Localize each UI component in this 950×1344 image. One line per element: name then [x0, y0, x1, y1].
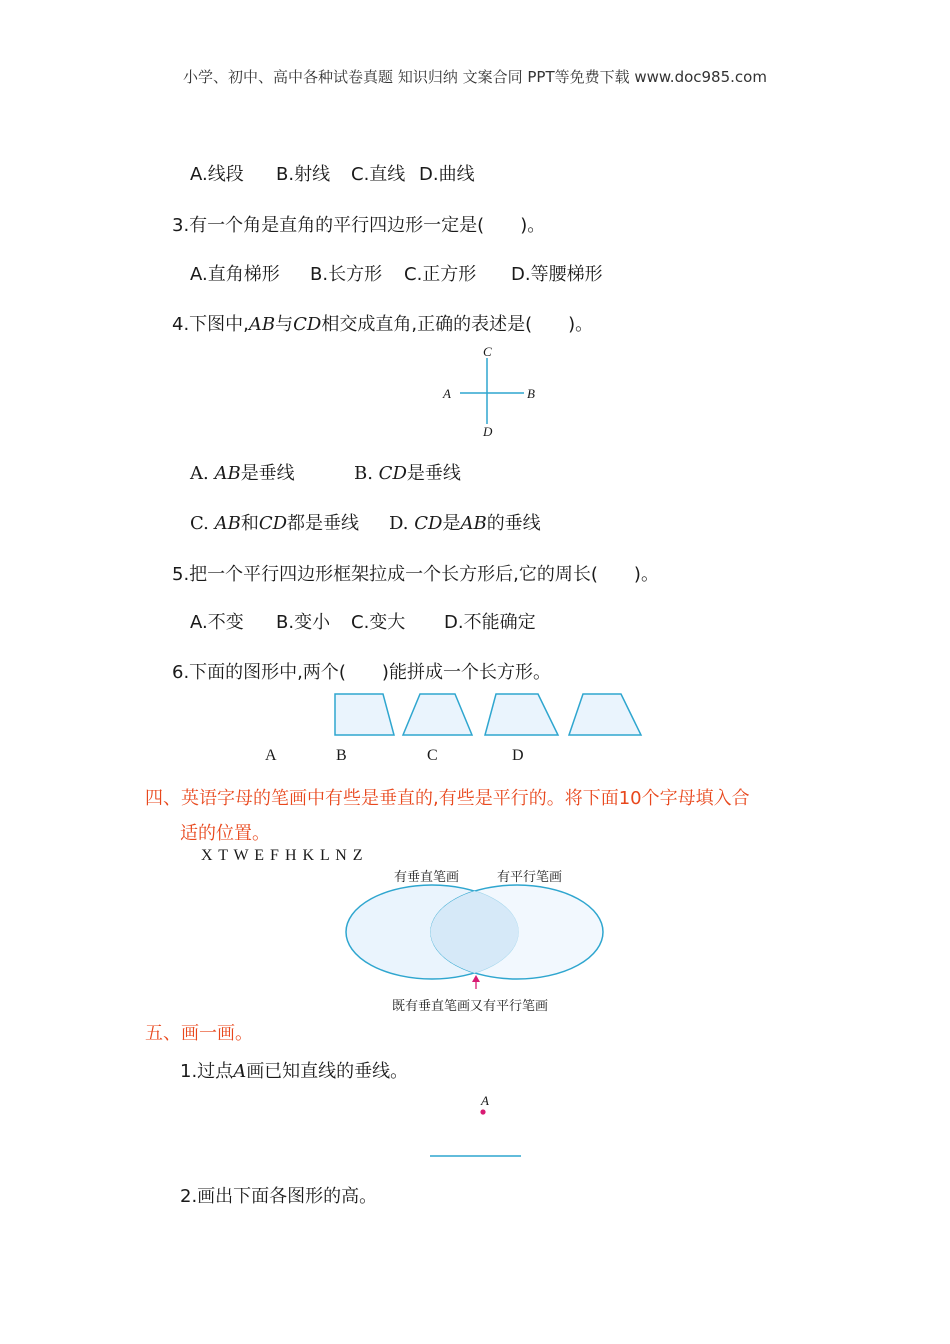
q4-option-c: C. AB和CD都是垂线 [190, 513, 360, 534]
q4-option-b: B. CD是垂线 [354, 463, 461, 484]
q3-option-c: C.正方形 [404, 264, 477, 285]
venn-right-label: 有平行笔画 [497, 870, 563, 885]
venn-diagram [340, 878, 610, 990]
q4-var-cd: CD [293, 314, 322, 335]
q4-prefix: 4.下图中, [172, 314, 249, 335]
letters-list: X T W E F H K L N Z [201, 847, 364, 864]
fig-label-b: B [527, 386, 535, 401]
question-4 [172, 310, 593, 336]
trapezoid-b [403, 694, 472, 735]
q2-option-b: B.射线 [276, 164, 331, 185]
q4-mid: 与 [275, 314, 294, 335]
right-trapezoid-a [335, 694, 394, 735]
venn-left-label: 有垂直笔画 [394, 870, 460, 885]
section-4-title-line2: 适的位置。 [180, 823, 270, 844]
s5-question-2: 2.画出下面各图形的高。 [180, 1186, 378, 1207]
trapezoids-figure [330, 688, 650, 740]
fig-label-c: C [483, 344, 492, 359]
page-header: 小学、初中、高中各种试卷真题 知识归纳 文案合同 PPT等免费下载 www.doc985.com [183, 68, 767, 86]
trapezoid-c [485, 694, 558, 735]
q4-var-ab: AB [248, 314, 276, 335]
venn-both-label: 既有垂直笔画又有平行笔画 [392, 999, 549, 1014]
q6-label-c: C [427, 747, 438, 764]
q3-option-b: B.长方形 [310, 264, 383, 285]
q4-option-a: A. AB是垂线 [190, 463, 295, 484]
q3-option-a: A.直角梯形 [190, 264, 280, 285]
q3-option-d: D.等腰梯形 [511, 264, 603, 285]
q6-label-b: B [336, 747, 347, 764]
q2-option-a: A.线段 [190, 164, 244, 185]
question-6: 6.下面的图形中,两个( )能拼成一个长方形。 [172, 662, 551, 683]
s5-question-1: 1.过点A画已知直线的垂线。 [180, 1061, 409, 1082]
point-a [480, 1109, 485, 1114]
q5-option-d: D.不能确定 [444, 612, 536, 633]
q5-option-b: B.变小 [276, 612, 331, 633]
question-3: 3.有一个角是直角的平行四边形一定是( )。 [172, 215, 546, 236]
point-a-label: A [481, 1093, 489, 1108]
perpendicular-drawing-figure [420, 1100, 530, 1162]
section-4-title-line1: 四、英语字母的笔画中有些是垂直的,有些是平行的。将下面10个字母填入合 [145, 788, 750, 809]
q4-option-d: D. CD是AB的垂线 [389, 513, 541, 534]
venn-arrow-icon [472, 975, 480, 982]
trapezoid-d [569, 694, 641, 735]
fig-label-a: A [443, 386, 451, 401]
q2-option-d: D.曲线 [419, 164, 475, 185]
q5-option-a: A.不变 [190, 612, 244, 633]
q2-option-c: C.直线 [351, 164, 406, 185]
q6-label-a: A [265, 747, 277, 764]
section-5-title: 五、画一画。 [145, 1023, 253, 1044]
q6-label-d: D [512, 747, 524, 764]
fig-label-d: D [483, 424, 493, 439]
question-5: 5.把一个平行四边形框架拉成一个长方形后,它的周长( )。 [172, 564, 659, 585]
q5-option-c: C.变大 [351, 612, 406, 633]
q4-suffix: 相交成直角,正确的表述是( )。 [321, 314, 594, 335]
